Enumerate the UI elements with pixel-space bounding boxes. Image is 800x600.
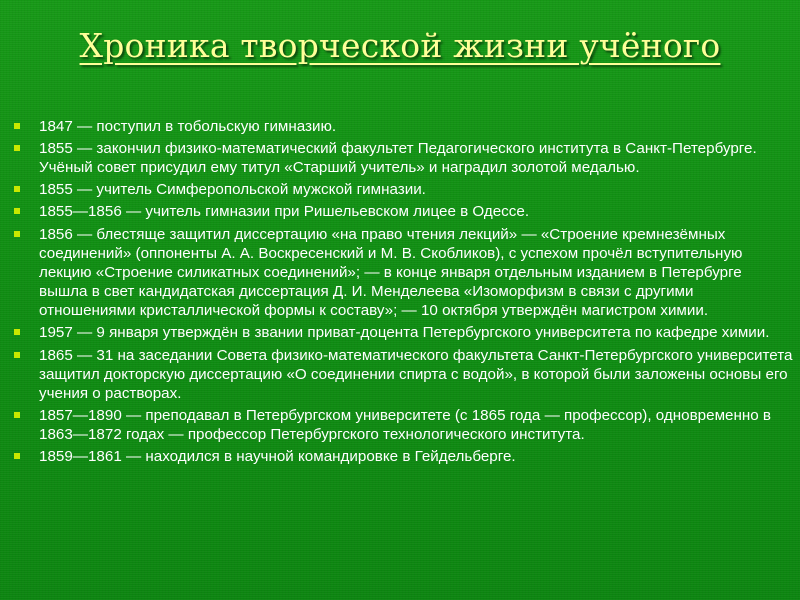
timeline-item-text: 1855 — закончил физико-математический факультет Педагогического института в Санкт-Петербурге. Учёный совет присудил ему титул «Старший учитель» и наградил золотой медалью. [39,140,757,177]
timeline-item-text: 1855 — учитель Симферопольской мужской гимназии. [39,181,426,199]
square-bullet-icon [14,352,20,358]
square-bullet-icon [14,231,20,237]
timeline-item [14,180,794,199]
timeline-item [14,139,794,177]
timeline-item-text: 1856 — блестяще защитил диссертацию «на право чтения лекций» — «Строение кремнезёмных соединений» (оппоненты А. А. Воскресенский и М. В. Скобликов), с успехом прочёл вступительную лекцию «Строение силикатных соединений»; — в конце января отдельным изданием в Петербурге вышла в свет кандидатская диссертация Д. И. Менделеева «Изоморфизм в связи с другими отношениями кристаллической формы к составу»; — 10 октября утверждён магистром химии. [39,225,743,320]
timeline-item [14,225,794,321]
timeline-item-text: 1857—1890 — преподавал в Петербургском университете (с 1865 года — профессор), одновременно в 1863—1872 годах — профессор Петербургского технологического института. [39,407,771,444]
timeline-item [14,323,794,342]
square-bullet-icon [14,123,20,129]
timeline-item-text: 1855—1856 — учитель гимназии при Ришельевском лицее в Одессе. [39,203,530,221]
timeline-item [14,117,794,136]
timeline-item-text: 1847 — поступил в тобольскую гимназию. [39,118,337,135]
timeline-item [14,447,794,466]
slide-title: Хроника творческой жизни учёного [79,26,721,65]
timeline-item-text: 1865 — 31 на заседании Совета физико-математического факультета Санкт-Петербургского университета защитил докторскую диссертацию «О соединении спирта с водой», в которой были заложены основы его учения о растворах. [39,346,793,402]
timeline-item-text: 1859—1861 — находился в научной командировке в Гейдельберге. [39,448,516,466]
square-bullet-icon [14,329,20,335]
timeline-item [14,202,794,221]
square-bullet-icon [14,412,20,418]
timeline-item [14,346,794,404]
square-bullet-icon [14,453,20,459]
timeline-list [14,117,794,469]
timeline-item [14,406,794,444]
square-bullet-icon [14,186,20,192]
square-bullet-icon [14,208,20,214]
square-bullet-icon [14,145,20,151]
timeline-item-text: 1957 — 9 января утверждён в звании приват-доцента Петербургского университета по кафедре химии. [39,324,770,342]
